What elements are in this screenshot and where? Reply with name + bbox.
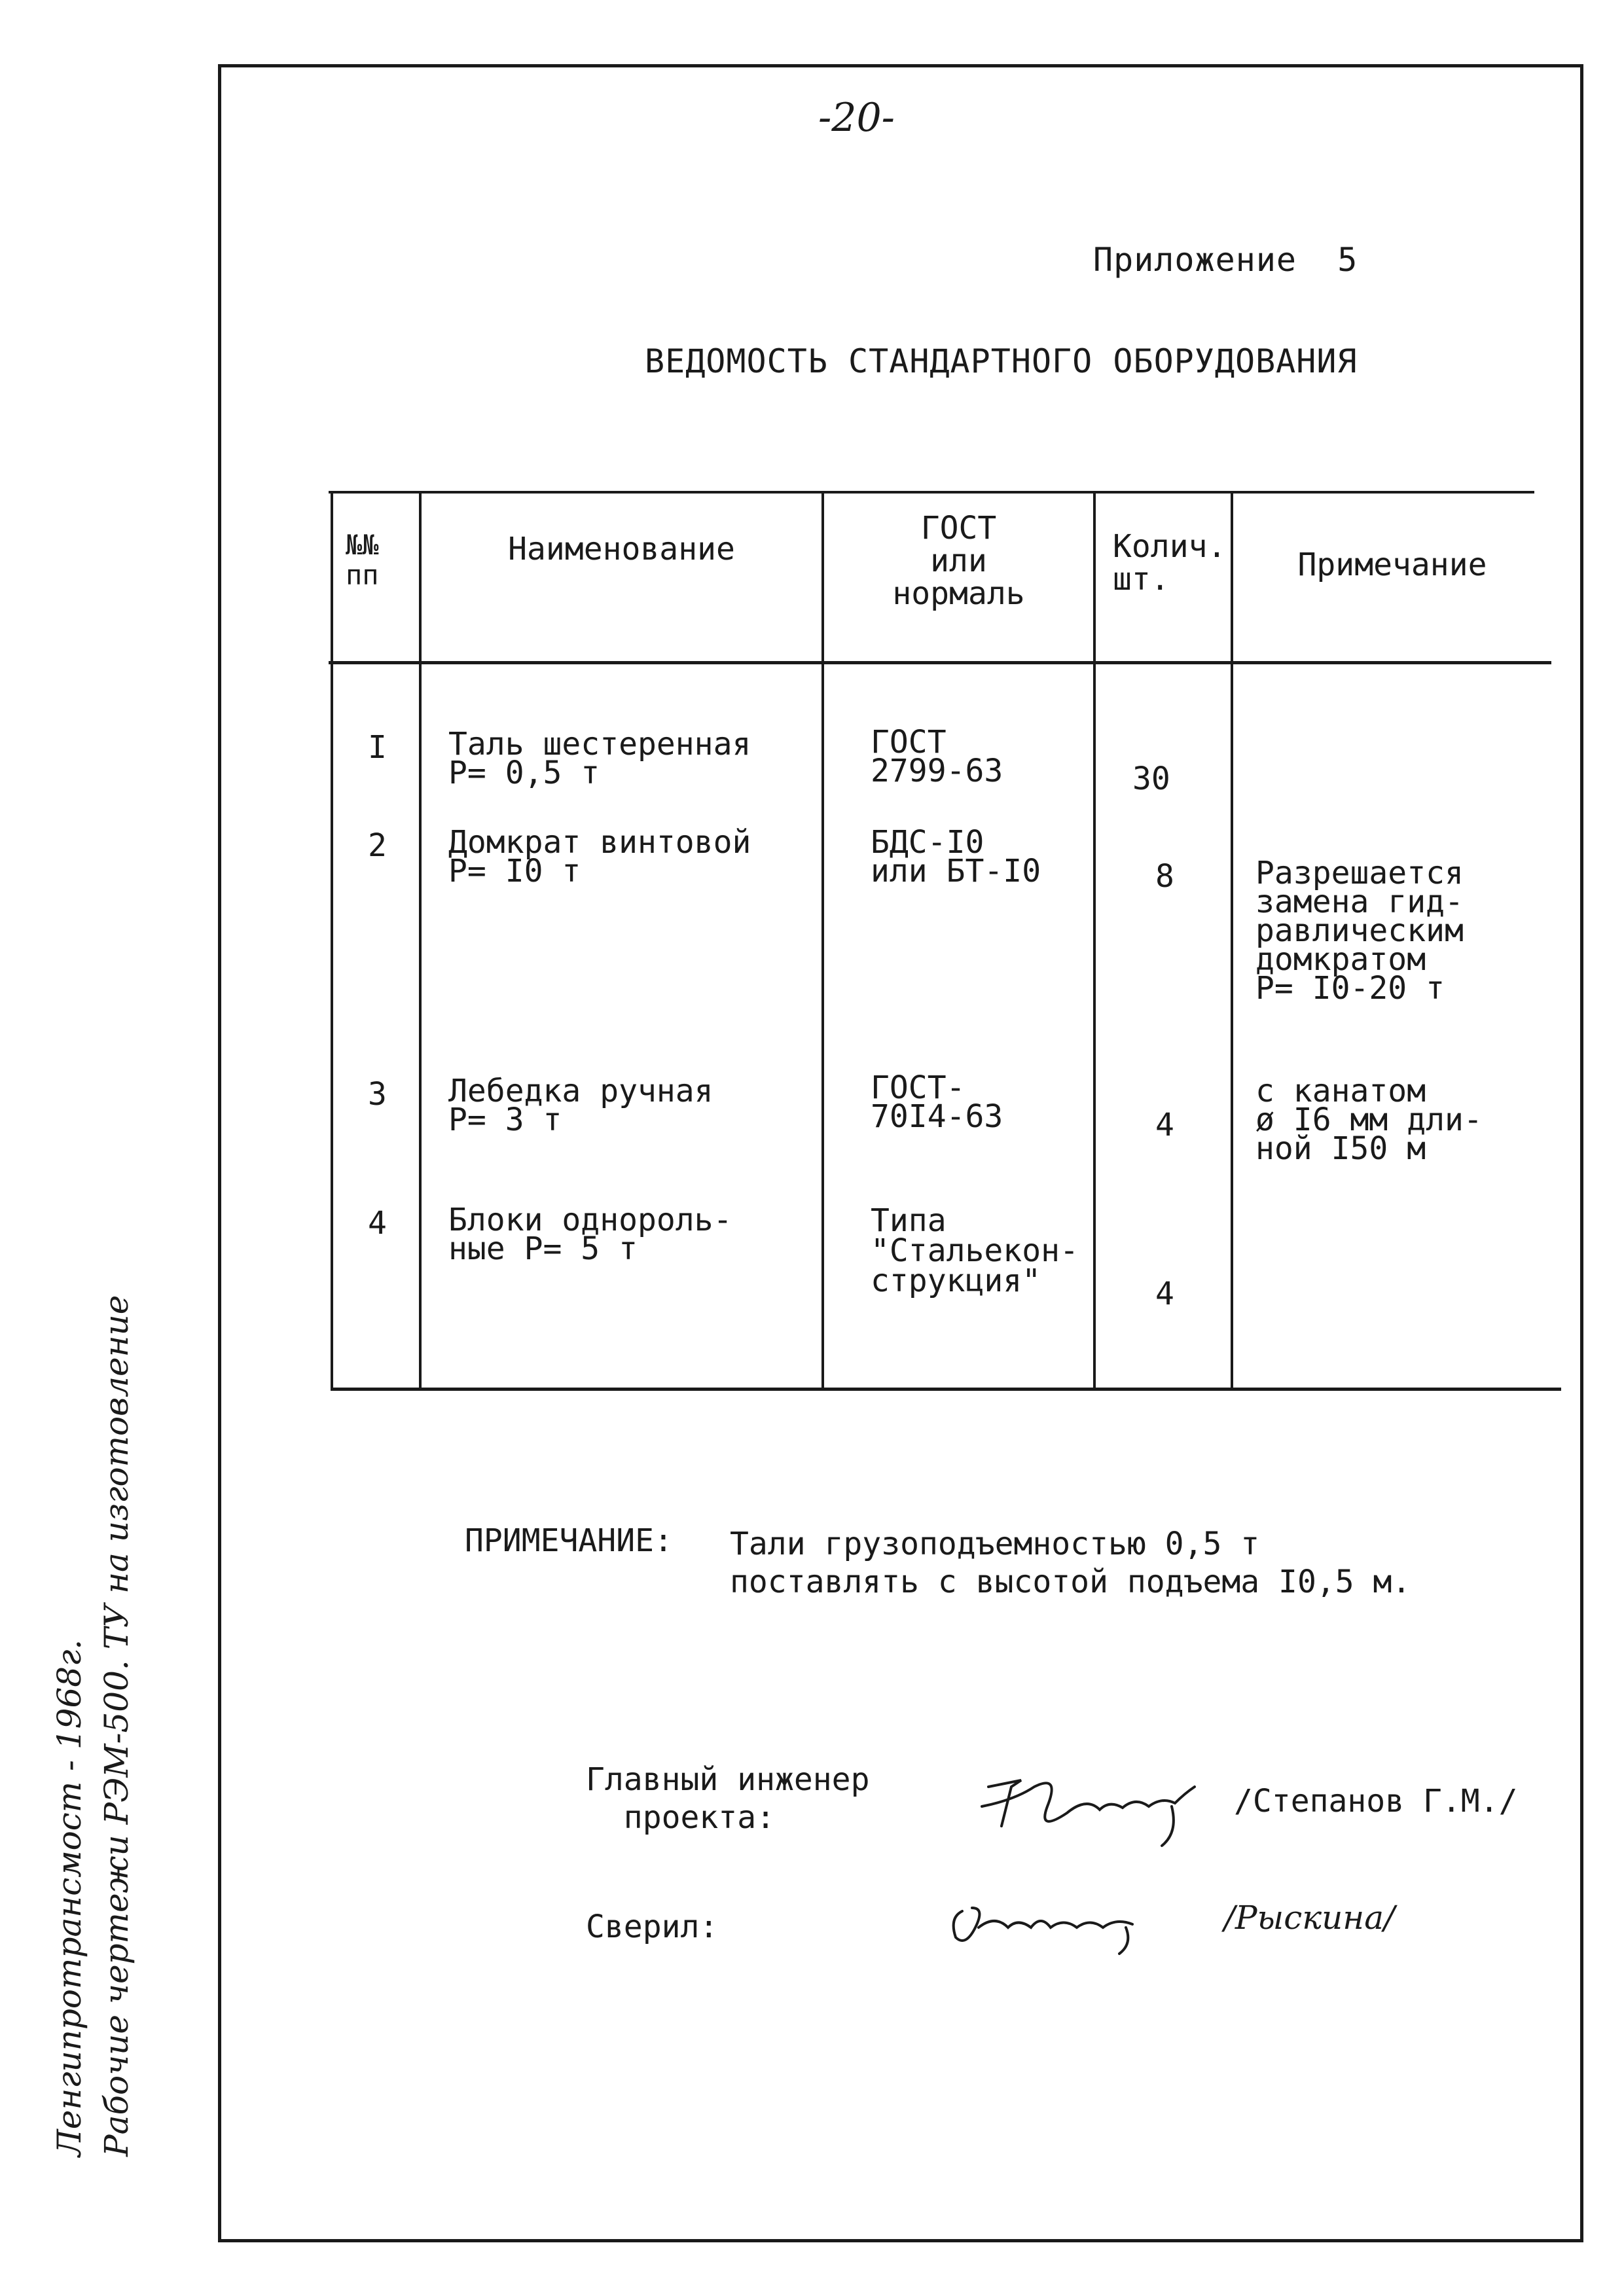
row-name: Блоки однороль- ные Р= 5 т [448, 1202, 732, 1267]
row-num: 3 [368, 1076, 387, 1113]
col-divider [821, 491, 824, 1390]
chief-engineer-name: /Степанов Г.М./ [1234, 1783, 1518, 1820]
remark-text: Тали грузоподъемностью 0,5 т поставлять с высотой подъема I0,5 м. [730, 1526, 1411, 1600]
row-name: Лебедка ручная Р= 3 т [448, 1073, 713, 1138]
row-num: 2 [368, 827, 387, 864]
col-divider [419, 491, 422, 1390]
row-qty: 30 [1132, 761, 1170, 797]
appendix-label: Приложение 5 [1093, 241, 1358, 279]
row-qty: 8 [1155, 858, 1174, 895]
row-gost: ГОСТ 2799-63 [871, 724, 1003, 789]
table-left-rule [331, 491, 333, 1390]
row-gost: Типа "Стальекон- струкция" [871, 1202, 1079, 1299]
header-name: Наименование [508, 531, 735, 567]
row-num: 4 [368, 1205, 387, 1242]
row-note: Разрешается замена гид- равлическим домкратом Р= I0-20 т [1255, 855, 1464, 1007]
chief-engineer-signature [975, 1761, 1211, 1852]
col-divider [1231, 491, 1233, 1390]
row-name: Таль шестеренная Р= 0,5 т [448, 726, 751, 791]
header-rule [329, 661, 1551, 664]
stamp-line: Ленгипротрансмост - 1968г. [50, 1639, 88, 2157]
row-qty: 4 [1155, 1107, 1174, 1143]
row-gost: БДС-I0 или БТ-I0 [871, 824, 1041, 889]
row-qty: 4 [1155, 1276, 1174, 1312]
col-divider [1093, 491, 1096, 1390]
header-note: Примечание [1297, 547, 1487, 583]
header-gost: ГОСТ или нормаль [892, 510, 1025, 612]
row-num: I [368, 729, 387, 766]
remark-label: ПРИМЕЧАНИЕ: [465, 1522, 673, 1559]
row-gost: ГОСТ- 70I4-63 [871, 1069, 1003, 1135]
margin-stamp [46, 1295, 140, 2157]
table-bottom-rule [331, 1388, 1561, 1391]
checker-signature [936, 1892, 1172, 1964]
row-name: Домкрат винтовой Р= I0 т [448, 824, 751, 889]
header-qty: Колич. шт. [1113, 528, 1227, 598]
checked-by-title: Сверил: [586, 1909, 719, 1945]
table-top-rule [329, 491, 1534, 493]
page-number: -20- [818, 95, 895, 141]
chief-engineer-title: Главный инженер проекта: [586, 1761, 870, 1836]
document-title: ВЕДОМОСТЬ СТАНДАРТНОГО ОБОРУДОВАНИЯ [645, 342, 1358, 380]
checker-name: /Рыскина/ [1224, 1899, 1395, 1937]
header-num: №№ пп [346, 529, 379, 591]
row-note: с канатом ø I6 мм дли- ной I50 м [1255, 1073, 1483, 1167]
stamp-line: Рабочие чертежи РЭМ-500. ТУ на изготовление [98, 1295, 135, 2157]
